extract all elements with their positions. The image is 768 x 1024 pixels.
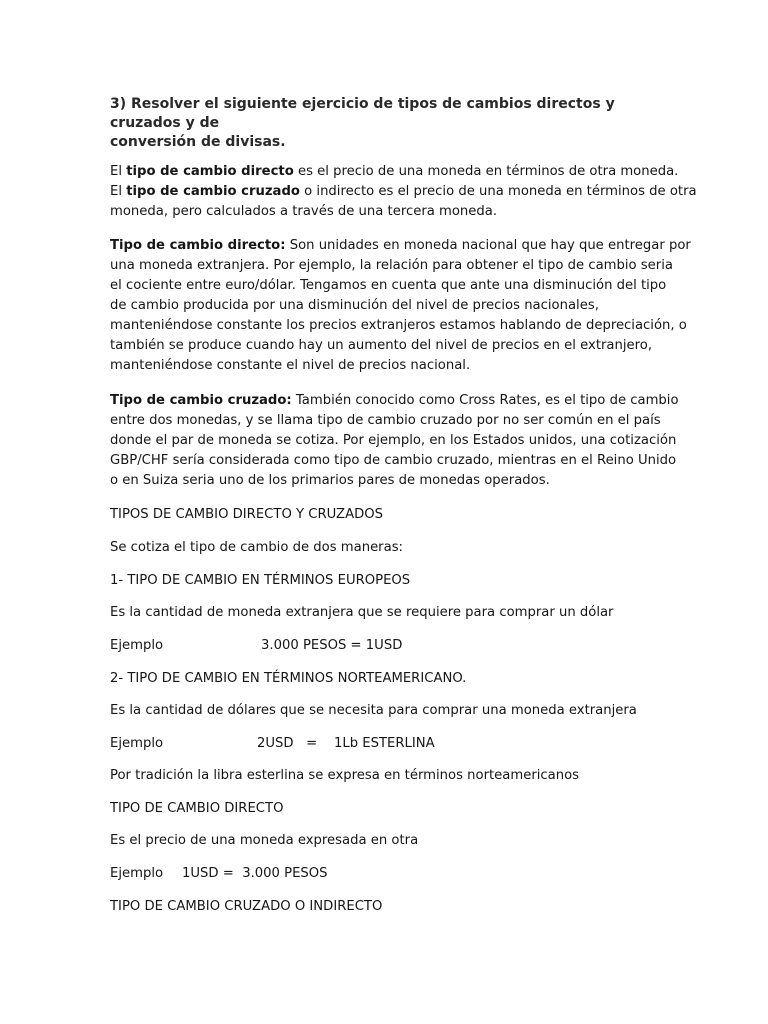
subsection-heading: TIPO DE CAMBIO CRUZADO O INDIRECTO bbox=[110, 899, 383, 914]
example-value: 2USD = 1Lb ESTERLINA bbox=[257, 736, 435, 751]
text-line: Es la cantidad de dólares que se necesita para comprar una moneda extranjera bbox=[110, 703, 637, 718]
text-line: Es el precio de una moneda expresada en otra bbox=[110, 833, 419, 848]
text-line: El tipo de cambio cruzado o indirecto es el precio de una moneda en términos de otra bbox=[110, 184, 697, 199]
text-line: una moneda extranjera. Por ejemplo, la relación para obtener el tipo de cambio seria bbox=[110, 258, 673, 273]
title-line: 3) Resolver el siguiente ejercicio de tipos de cambios directos y cruzados y de bbox=[110, 96, 615, 131]
example-line bbox=[110, 734, 435, 754]
text-line: manteniéndose constante los precios extranjeros estamos hablando de depreciación, o bbox=[110, 318, 687, 333]
section-heading: TIPOS DE CAMBIO DIRECTO Y CRUZADOS bbox=[110, 507, 384, 522]
example-value: 3.000 PESOS = 1USD bbox=[261, 638, 403, 653]
text-line: manteniéndose constante el nivel de precios nacional. bbox=[110, 358, 471, 373]
title-line: conversión de divisas. bbox=[110, 134, 286, 150]
text-line: moneda, pero calculados a través de una tercera moneda. bbox=[110, 204, 498, 219]
text-line: el cociente entre euro/dólar. Tengamos en cuenta que ante una disminución del tipo bbox=[110, 278, 667, 293]
exercise-title bbox=[110, 95, 670, 152]
text-line: de cambio producida por una disminución del nivel de precios nacionales, bbox=[110, 298, 599, 313]
example-label: Ejemplo bbox=[110, 638, 164, 653]
text-line: El tipo de cambio directo es el precio de una moneda en términos de otra moneda. bbox=[110, 164, 679, 179]
text-line: GBP/CHF sería considerada como tipo de cambio cruzado, mientras en el Reino Unido bbox=[110, 453, 677, 468]
text-line: entre dos monedas, y se llama tipo de cambio cruzado por no ser común en el país bbox=[110, 413, 661, 428]
text-line: Tipo de cambio directo: Son unidades en moneda nacional que hay que entregar por bbox=[110, 238, 691, 253]
example-line bbox=[110, 636, 402, 656]
example-label: Ejemplo bbox=[110, 866, 164, 881]
subsection-heading: 2- TIPO DE CAMBIO EN TÉRMINOS NORTEAMERICANO. bbox=[110, 671, 467, 686]
text-line: donde el par de moneda se cotiza. Por ejemplo, en los Estados unidos, una cotización bbox=[110, 433, 677, 448]
text-line: Por tradición la libra esterlina se expresa en términos norteamericanos bbox=[110, 768, 580, 783]
text-line: también se produce cuando hay un aumento del nivel de precios en el extranjero, bbox=[110, 338, 653, 353]
cruzado-paragraph bbox=[110, 391, 680, 491]
directo-paragraph bbox=[110, 236, 691, 376]
example-label: Ejemplo bbox=[110, 736, 164, 751]
text-line: Tipo de cambio cruzado: También conocido como Cross Rates, es el tipo de cambio bbox=[110, 393, 679, 408]
text-line: Es la cantidad de moneda extranjera que se requiere para comprar un dólar bbox=[110, 605, 614, 620]
example-value: 1USD = 3.000 PESOS bbox=[182, 866, 328, 881]
intro-paragraph bbox=[110, 162, 697, 222]
text-line: o en Suiza seria uno de los primarios pares de monedas operados. bbox=[110, 473, 550, 488]
text-line: Se cotiza el tipo de cambio de dos maneras: bbox=[110, 540, 404, 555]
example-line bbox=[110, 864, 328, 884]
subsection-heading: TIPO DE CAMBIO DIRECTO bbox=[110, 801, 284, 816]
subsection-heading: 1- TIPO DE CAMBIO EN TÉRMINOS EUROPEOS bbox=[110, 573, 411, 588]
